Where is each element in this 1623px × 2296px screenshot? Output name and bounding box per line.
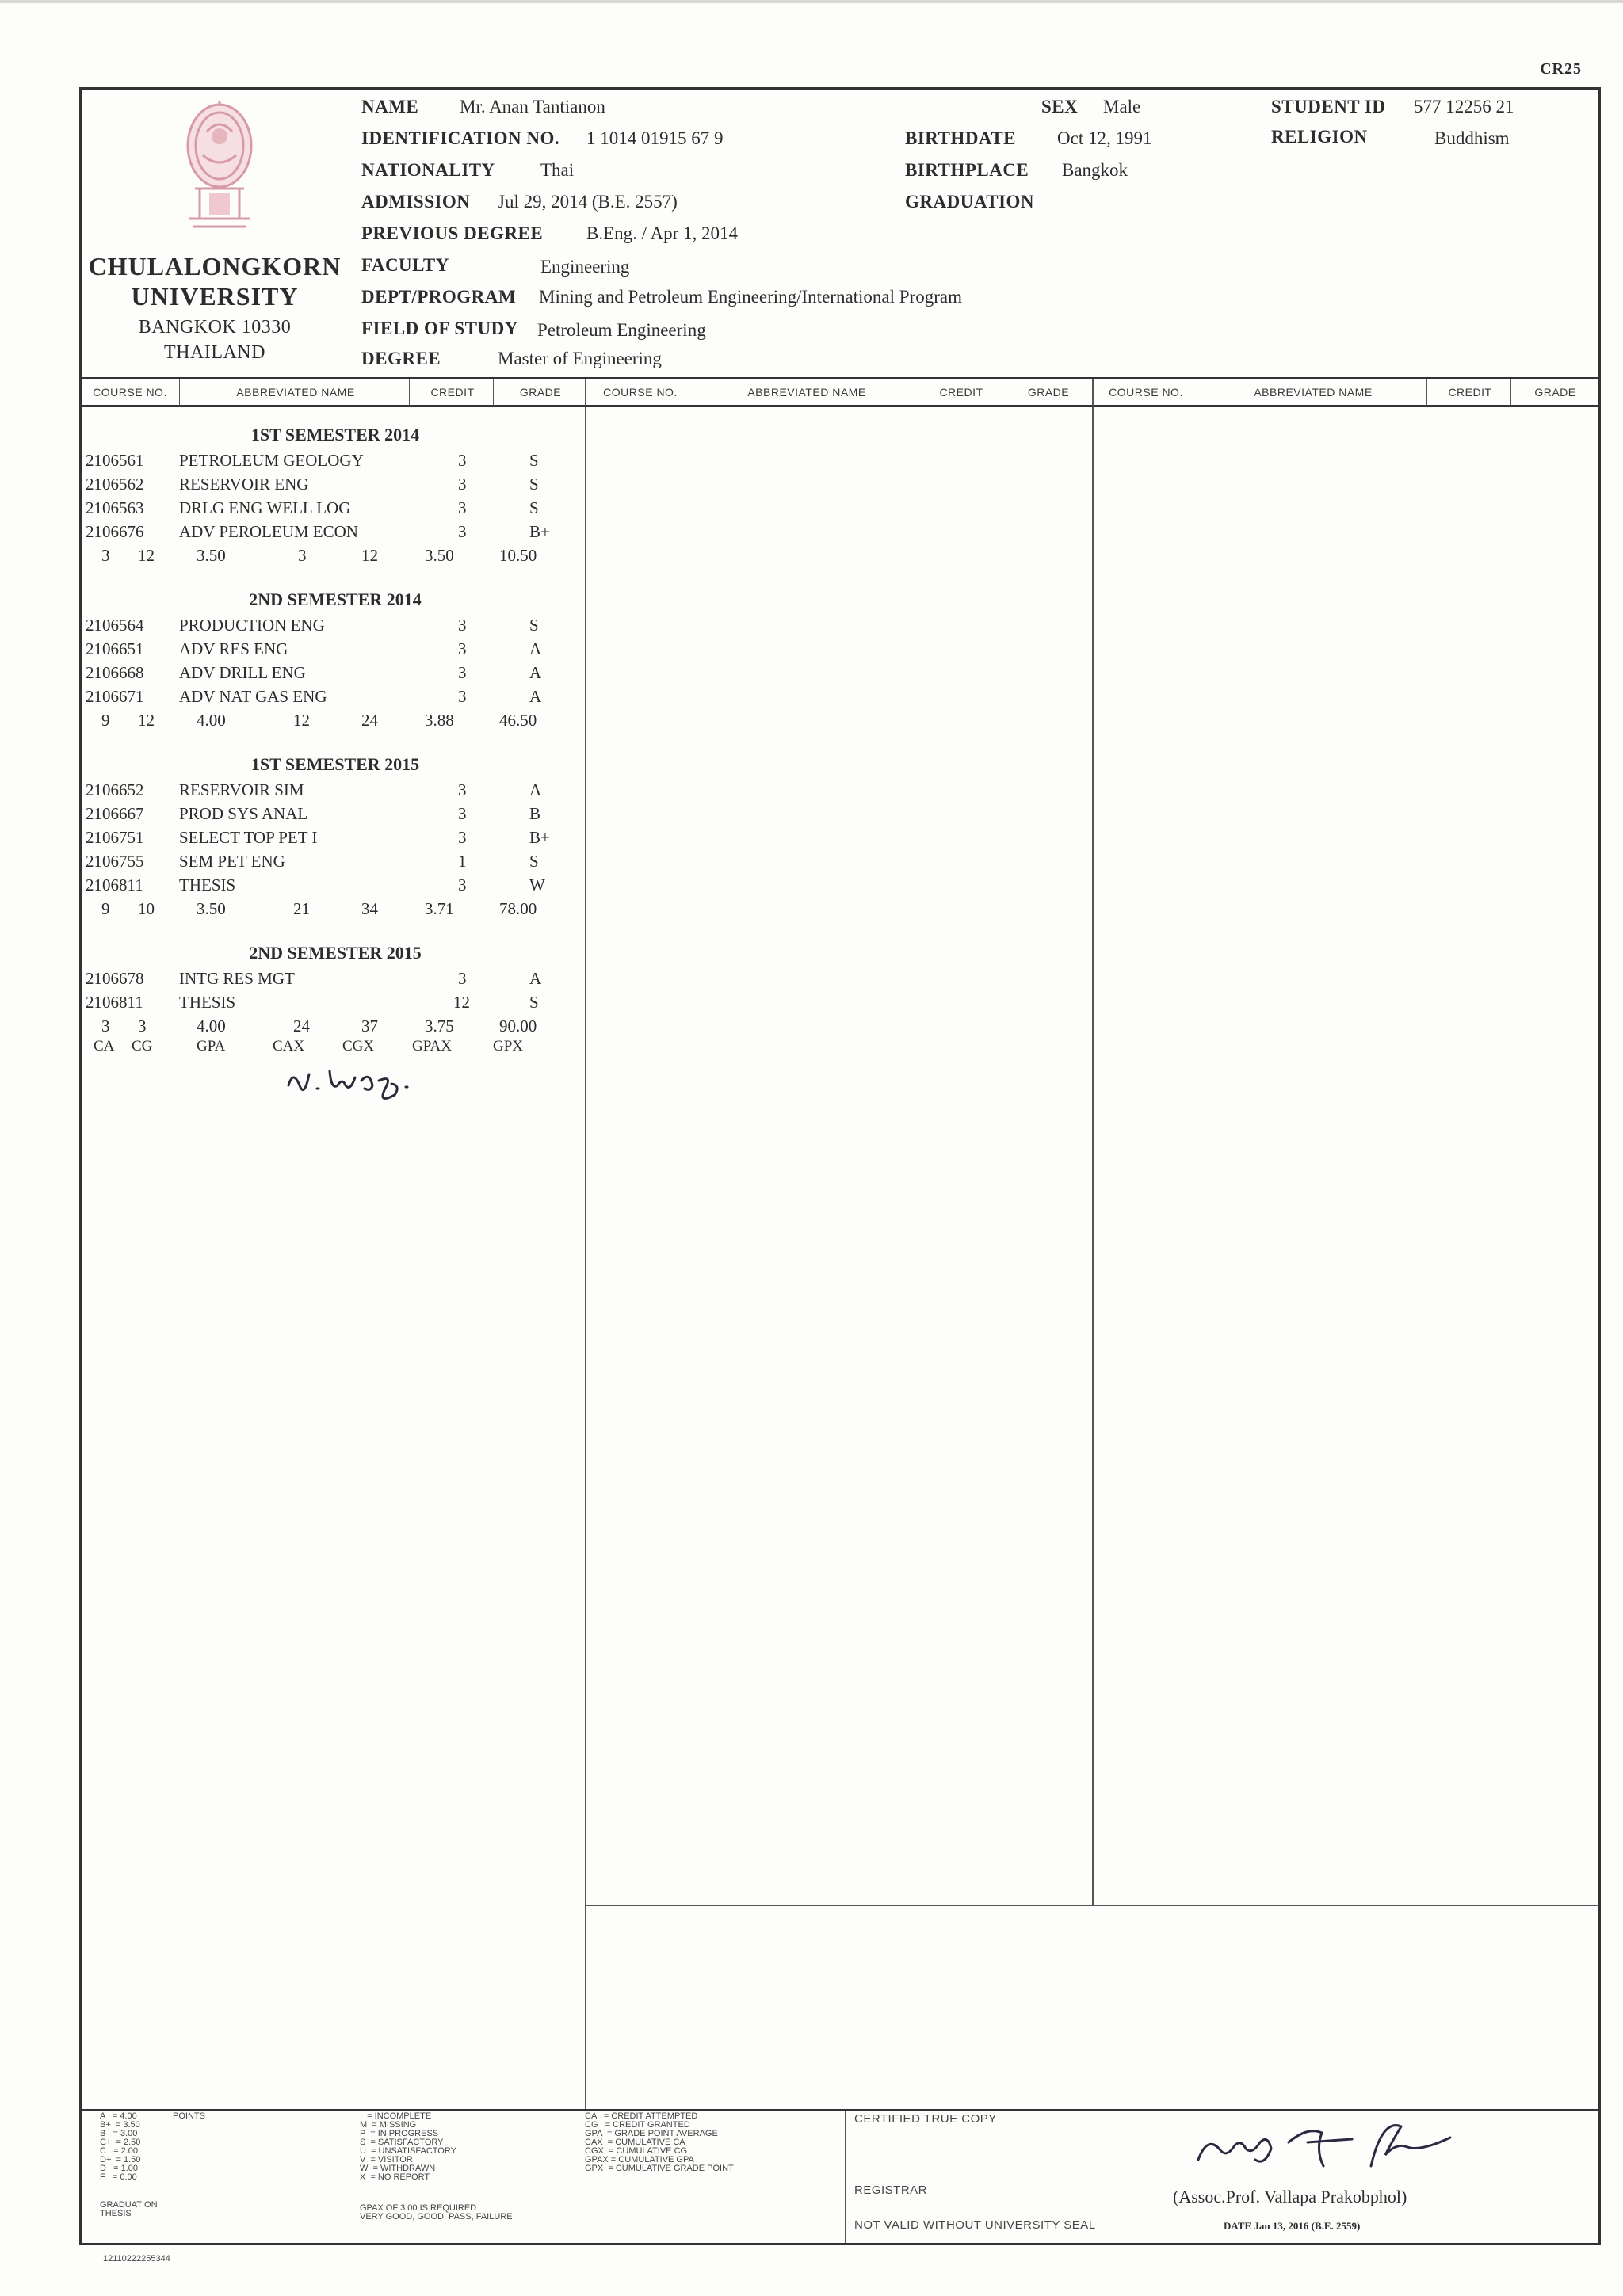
- previous-degree-label: PREVIOUS DEGREE: [361, 223, 544, 243]
- id-number: 1 1014 01915 67 9: [586, 128, 724, 148]
- dept-program-label: DEPT/PROGRAM: [361, 287, 517, 307]
- semester-title: 1ST SEMESTER 2014: [250, 425, 420, 444]
- graduation-thesis-note: GRADUATION THESIS: [100, 2200, 158, 2218]
- course-row: 2106667 PROD SYS ANAL 3 B: [86, 804, 541, 823]
- course-row: 2106564 PRODUCTION ENG 3 S: [86, 616, 539, 635]
- admission-label: ADMISSION: [361, 192, 471, 212]
- course-row: 2106676 ADV PEROLEUM ECON 3 B+: [86, 522, 550, 541]
- seal-notice: NOT VALID WITHOUT UNIVERSITY SEAL: [854, 2218, 1096, 2232]
- course-row: 2106811 THESIS 3 W: [86, 875, 545, 894]
- religion: Buddhism: [1434, 128, 1510, 148]
- col-grade: GRADE: [519, 386, 562, 399]
- abbreviation-legend: CA = CREDIT ATTEMPTED CG = CREDIT GRANTED GPA = GRADE POINT AVERAGE CAX = CUMULATIVE CA CGX = CUMULATIVE CG GPAX = CUMULATIVE GPA GPX = CUMULATIVE GRADE POINT: [585, 2111, 734, 2173]
- registrar-name: (Assoc.Prof. Vallapa Prakobphol): [1173, 2187, 1407, 2206]
- col-grade-2: GRADE: [1027, 386, 1070, 399]
- id-label: IDENTIFICATION NO.: [361, 128, 560, 148]
- semester-summary: 9 12 4.00 12 24 3.88 46.50: [101, 711, 537, 730]
- column-divider-1: [585, 407, 586, 2109]
- student-id-label: STUDENT ID: [1271, 97, 1386, 116]
- registrar-signature: [1189, 2111, 1506, 2182]
- column-divider-2: [1092, 407, 1094, 1905]
- admission-date: Jul 29, 2014 (B.E. 2557): [498, 192, 678, 212]
- course-row: 2106652 RESERVOIR SIM 3 A: [86, 780, 542, 799]
- col-course-no: COURSE NO.: [93, 386, 167, 399]
- course-row: 2106563 DRLG ENG WELL LOG 3 S: [86, 498, 539, 517]
- course-row: 2106755 SEM PET ENG 1 S: [86, 852, 539, 871]
- semester-summary: 3 3 4.00 24 37 3.75 90.00: [101, 1016, 537, 1035]
- column-header-row: [79, 377, 1601, 407]
- grade-scale-legend: A = 4.00 B+ = 3.50 B = 3.00 C+ = 2.50 C = 2.00 D+ = 1.50 D = 1.00 F = 0.00: [100, 2111, 141, 2182]
- footer-column-divider: [845, 2111, 846, 2243]
- certified-true-copy: CERTIFIED TRUE COPY: [854, 2112, 997, 2126]
- dept-program: Mining and Petroleum Engineering/International Program: [539, 287, 962, 307]
- university-emblem-icon: [171, 100, 268, 239]
- remarks-divider: [586, 1905, 1599, 1906]
- course-row: 2106561 PETROLEUM GEOLOGY 3 S: [86, 451, 539, 470]
- nationality: Thai: [540, 160, 575, 180]
- course-row: 2106671 ADV NAT GAS ENG 3 A: [86, 687, 542, 706]
- birthplace: Bangkok: [1062, 160, 1128, 180]
- handwritten-initials: [282, 1054, 456, 1109]
- col-credit-2: CREDIT: [939, 386, 983, 399]
- col-abbr-name: ABBREVIATED NAME: [236, 386, 355, 399]
- university-name: CHULALONGKORN: [88, 252, 342, 280]
- student-name: Mr. Anan Tantianon: [460, 97, 605, 116]
- certification-date: DATE Jan 13, 2016 (B.E. 2559): [1224, 2220, 1361, 2232]
- course-row: 2106668 ADV DRILL ENG 3 A: [86, 663, 542, 682]
- course-row: 2106751 SELECT TOP PET I 3 B+: [86, 828, 550, 847]
- col-grade-3: GRADE: [1534, 386, 1576, 399]
- points-label: POINTS: [173, 2111, 205, 2121]
- sex-label: SEX: [1041, 97, 1079, 116]
- degree: Master of Engineering: [498, 349, 662, 368]
- previous-degree: B.Eng. / Apr 1, 2014: [586, 223, 739, 243]
- student-id: 577 12256 21: [1414, 97, 1514, 116]
- semester-title: 2ND SEMESTER 2014: [249, 589, 422, 609]
- nationality-label: NATIONALITY: [361, 160, 495, 180]
- birthdate-label: BIRTHDATE: [905, 128, 1017, 148]
- course-row: 2106562 RESERVOIR ENG 3 S: [86, 475, 539, 494]
- form-code: CR25: [1540, 60, 1582, 78]
- semester-summary: 9 10 3.50 21 34 3.71 78.00: [101, 899, 537, 918]
- university-country: THAILAND: [164, 342, 265, 363]
- col-abbr-name-2: ABBREVIATED NAME: [747, 386, 866, 399]
- graduation-label: GRADUATION: [905, 192, 1035, 212]
- col-credit-3: CREDIT: [1448, 386, 1492, 399]
- birthdate: Oct 12, 1991: [1057, 128, 1152, 148]
- degree-label: DEGREE: [361, 349, 441, 368]
- course-row: 2106651 ADV RES ENG 3 A: [86, 639, 542, 658]
- col-course-no-2: COURSE NO.: [603, 386, 678, 399]
- col-course-no-3: COURSE NO.: [1109, 386, 1183, 399]
- university-address: BANGKOK 10330: [138, 317, 292, 338]
- religion-label: RELIGION: [1271, 127, 1368, 147]
- semester-title: 2ND SEMESTER 2015: [249, 943, 422, 963]
- sex: Male: [1103, 97, 1141, 116]
- top-edge: [0, 0, 1623, 3]
- field-of-study-label: FIELD OF STUDY: [361, 318, 518, 338]
- birthplace-label: BIRTHPLACE: [905, 160, 1029, 180]
- semester-summary: 3 12 3.50 3 12 3.50 10.50: [101, 546, 537, 565]
- grade-code-legend: I = INCOMPLETE M = MISSING P = IN PROGRESS S = SATISFACTORY U = UNSATISFACTORY V = VISITOR W = WITHDRAWN X = NO REPORT: [360, 2111, 456, 2182]
- serial-number: 12110222255344: [103, 2254, 170, 2264]
- field-of-study: Petroleum Engineering: [537, 320, 706, 340]
- summary-labels: CA CG GPA CAX CGX GPAX GPX: [94, 1038, 524, 1055]
- col-abbr-name-3: ABBREVIATED NAME: [1254, 386, 1373, 399]
- gpax-requirement-note: GPAX OF 3.00 IS REQUIRED VERY GOOD, GOOD, PASS, FAILURE: [360, 2203, 513, 2222]
- name-label: NAME: [361, 97, 419, 116]
- col-credit: CREDIT: [430, 386, 475, 399]
- course-row: 2106678 INTG RES MGT 3 A: [86, 969, 542, 988]
- semester-title: 1ST SEMESTER 2015: [250, 754, 420, 774]
- registrar-label: REGISTRAR: [854, 2183, 928, 2197]
- faculty: Engineering: [540, 257, 630, 277]
- faculty-label: FACULTY: [361, 255, 449, 275]
- course-row: 2106811 THESIS 12 S: [86, 993, 539, 1012]
- university-name-2: UNIVERSITY: [131, 282, 299, 311]
- transcript-frame: [79, 87, 1601, 2245]
